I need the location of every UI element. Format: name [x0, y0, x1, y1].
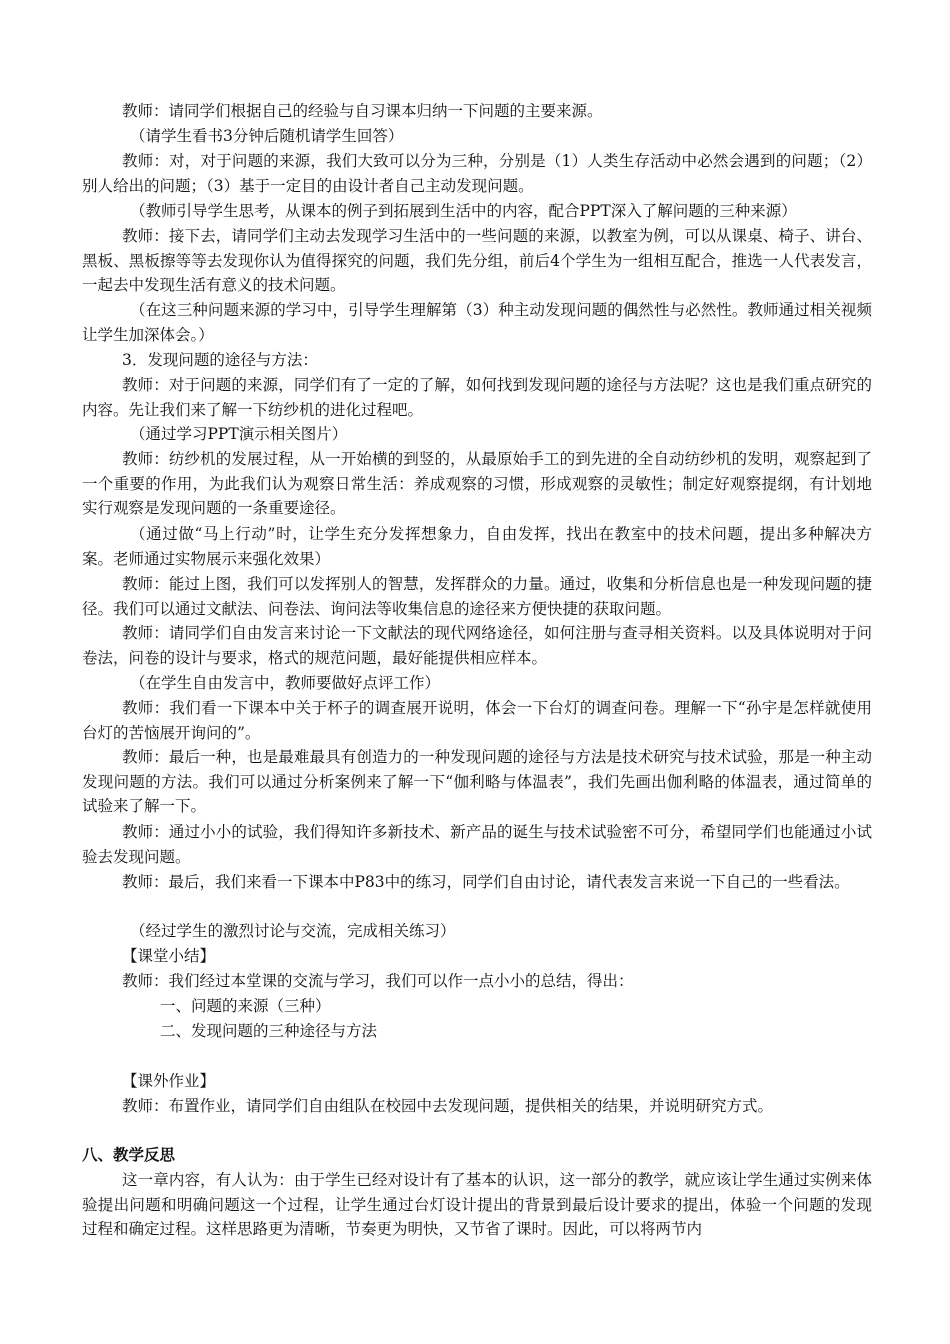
paragraph: 教师：对于问题的来源，同学们有了一定的了解，如何找到发现问题的途径与方法呢？这也是我们重点研究的内容。先让我们来了解一下纺纱机的进化过程吧。 [82, 376, 872, 419]
paragraph: （请学生看书3分钟后随机请学生回答） [130, 127, 404, 145]
paragraph: （通过做“马上行动”时，让学生充分发挥想象力，自由发挥，找出在教室中的技术问题，提出多种解决方案。老师通过实物展示来强化效果） [82, 525, 872, 568]
section-label: 【课堂小结】 [122, 947, 216, 965]
list-item: 一、问题的来源（三种） [160, 997, 331, 1015]
paragraph: 教师：我们看一下课本中关于杯子的调查展开说明，体会一下台灯的调查问卷。理解一下“孙宇是怎样就使用台灯的苦恼展开询问的”。 [82, 699, 872, 742]
paragraph: 教师：请同学们根据自己的经验与自习课本归纳一下问题的主要来源。 [122, 102, 603, 120]
paragraph: 教师：能过上图，我们可以发挥别人的智慧，发挥群众的力量。通过，收集和分析信息也是一种发现问题的捷径。我们可以通过文献法、问卷法、询问法等收集信息的途径来方便快捷的获取问题。 [82, 575, 872, 618]
paragraph: （在这三种问题来源的学习中，引导学生理解第（3）种主动发现问题的偶然性与必然性。教师通过相关视频让学生加深体会。） [82, 301, 872, 344]
paragraph: （通过学习PPT演示相关图片） [130, 425, 348, 443]
paragraph: （经过学生的激烈讨论与交流，完成相关练习） [130, 922, 456, 940]
paragraph: 教师：请同学们自由发言来讨论一下文献法的现代网络途径，如何注册与查寻相关资料。以及具体说明对于问卷法，问卷的设计与要求，格式的规范问题，最好能提供相应样本。 [82, 624, 872, 667]
paragraph: （在学生自由发言中，教师要做好点评工作） [130, 674, 441, 692]
paragraph: 教师：布置作业，请同学们自由组队在校园中去发现问题，提供相关的结果，并说明研究方式。 [122, 1097, 774, 1115]
paragraph: 教师：我们经过本堂课的交流与学习，我们可以作一点小小的总结，得出： [122, 972, 634, 990]
section-heading: 八、教学反思 [82, 1145, 176, 1164]
paragraph: 教师：通过小小的试验，我们得知许多新技术、新产品的诞生与技术试验密不可分，希望同学们也能通过小试验去发现问题。 [82, 823, 872, 866]
paragraph: 教师：对，对于问题的来源，我们大致可以分为三种，分别是（1）人类生存活动中必然会遇到的问题；（2）别人给出的问题；（3）基于一定目的由设计者自己主动发现问题。 [82, 152, 872, 195]
paragraph: 教师：纺纱机的发展过程，从一开始横的到竖的，从最原始手工的到先进的全自动纺纱机的发明，观察起到了一个重要的作用，为此我们认为观察日常生活：养成观察的习惯，形成观察的灵敏性；制定好观察提纲，有计划地实行观察是发现问题的一条重要途径。 [82, 450, 872, 518]
paragraph: 教师：接下去，请同学们主动去发现学习生活中的一些问题的来源，以教室为例，可以从课桌、椅子、讲台、黑板、黑板擦等等去发现你认为值得探究的问题，我们先分组，前后4个学生为一组相互配合，推选一人代表发言，一起去中发现生活有意义的技术问题。 [82, 227, 872, 295]
section-label: 【课外作业】 [122, 1072, 216, 1090]
paragraph: 教师：最后，我们来看一下课本中P83中的练习，同学们自由讨论，请代表发言来说一下自己的一些看法。 [122, 873, 850, 891]
paragraph: （教师引导学生思考，从课本的例子到拓展到生活中的内容，配合PPT深入了解问题的三种来源） [130, 202, 797, 220]
paragraph: 教师：最后一种，也是最难最具有创造力的一种发现问题的途径与方法是技术研究与技术试验，那是一种主动发现问题的方法。我们可以通过分析案例来了解一下“伽利略与体温表”，我们先画出伽利略的体温表，通过简单的试验来了解一下。 [82, 748, 872, 816]
section-subheading: 3．发现问题的途径与方法： [122, 351, 318, 369]
list-item: 二、发现问题的三种途径与方法 [160, 1022, 378, 1040]
paragraph: 这一章内容，有人认为：由于学生已经对设计有了基本的认识，这一部分的教学，就应该让学生通过实例来体验提出问题和明确问题这一个过程，让学生通过台灯设计提出的背景到最后设计要求的提出，体验一个问题的发现过程和确定过程。这样思路更为清晰，节奏更为明快，又节省了课时。因此，可以将两节内 [82, 1171, 872, 1239]
